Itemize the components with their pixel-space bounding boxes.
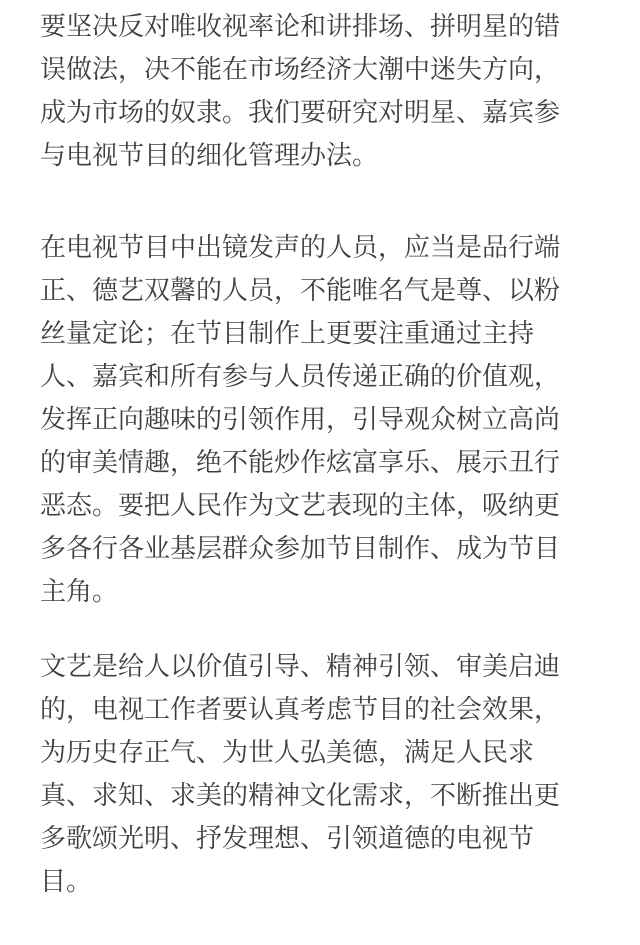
text-line: 正、德艺双馨的人员，不能唯名气是尊、以粉 [40,276,561,306]
text-line: 目。 [40,867,93,897]
text-line: 发挥正向趣味的引领作用，引导观众树立高尚 [40,405,561,435]
text-line: 的审美情趣，绝不能炒作炫富享乐、展示丑行 [40,448,561,478]
text-line: 丝量定论；在节目制作上更要注重通过主持 [40,319,535,349]
text-line: 主角。 [40,577,119,607]
text-line: 人、嘉宾和所有参与人员传递正确的价值观， [40,362,561,392]
paragraph-1 [40,6,560,178]
paragraph-2 [40,227,560,614]
text-line: 成为市场的奴隶。我们要研究对明星、嘉宾参 [40,98,561,128]
text-line: 为历史存正气、为世人弘美德，满足人民求 [40,738,535,768]
text-line: 多歌颂光明、抒发理想、引领道德的电视节 [40,824,535,854]
text-line: 误做法，决不能在市场经济大潮中迷失方向， [40,55,561,85]
text-line: 的，电视工作者要认真考虑节目的社会效果， [40,695,561,725]
paragraph-3 [40,646,560,904]
text-line: 恶态。要把人民作为文艺表现的主体，吸纳更 [40,491,561,521]
text-line: 与电视节目的细化管理办法。 [40,141,379,171]
text-line: 多各行各业基层群众参加节目制作、成为节目 [40,534,561,564]
text-line: 真、求知、求美的精神文化需求，不断推出更 [40,781,561,811]
text-line: 在电视节目中出镜发声的人员，应当是品行端 [40,233,561,263]
text-line: 要坚决反对唯收视率论和讲排场、拼明星的错 [40,12,561,42]
text-line: 文艺是给人以价值引导、精神引领、审美启迪 [40,652,561,682]
